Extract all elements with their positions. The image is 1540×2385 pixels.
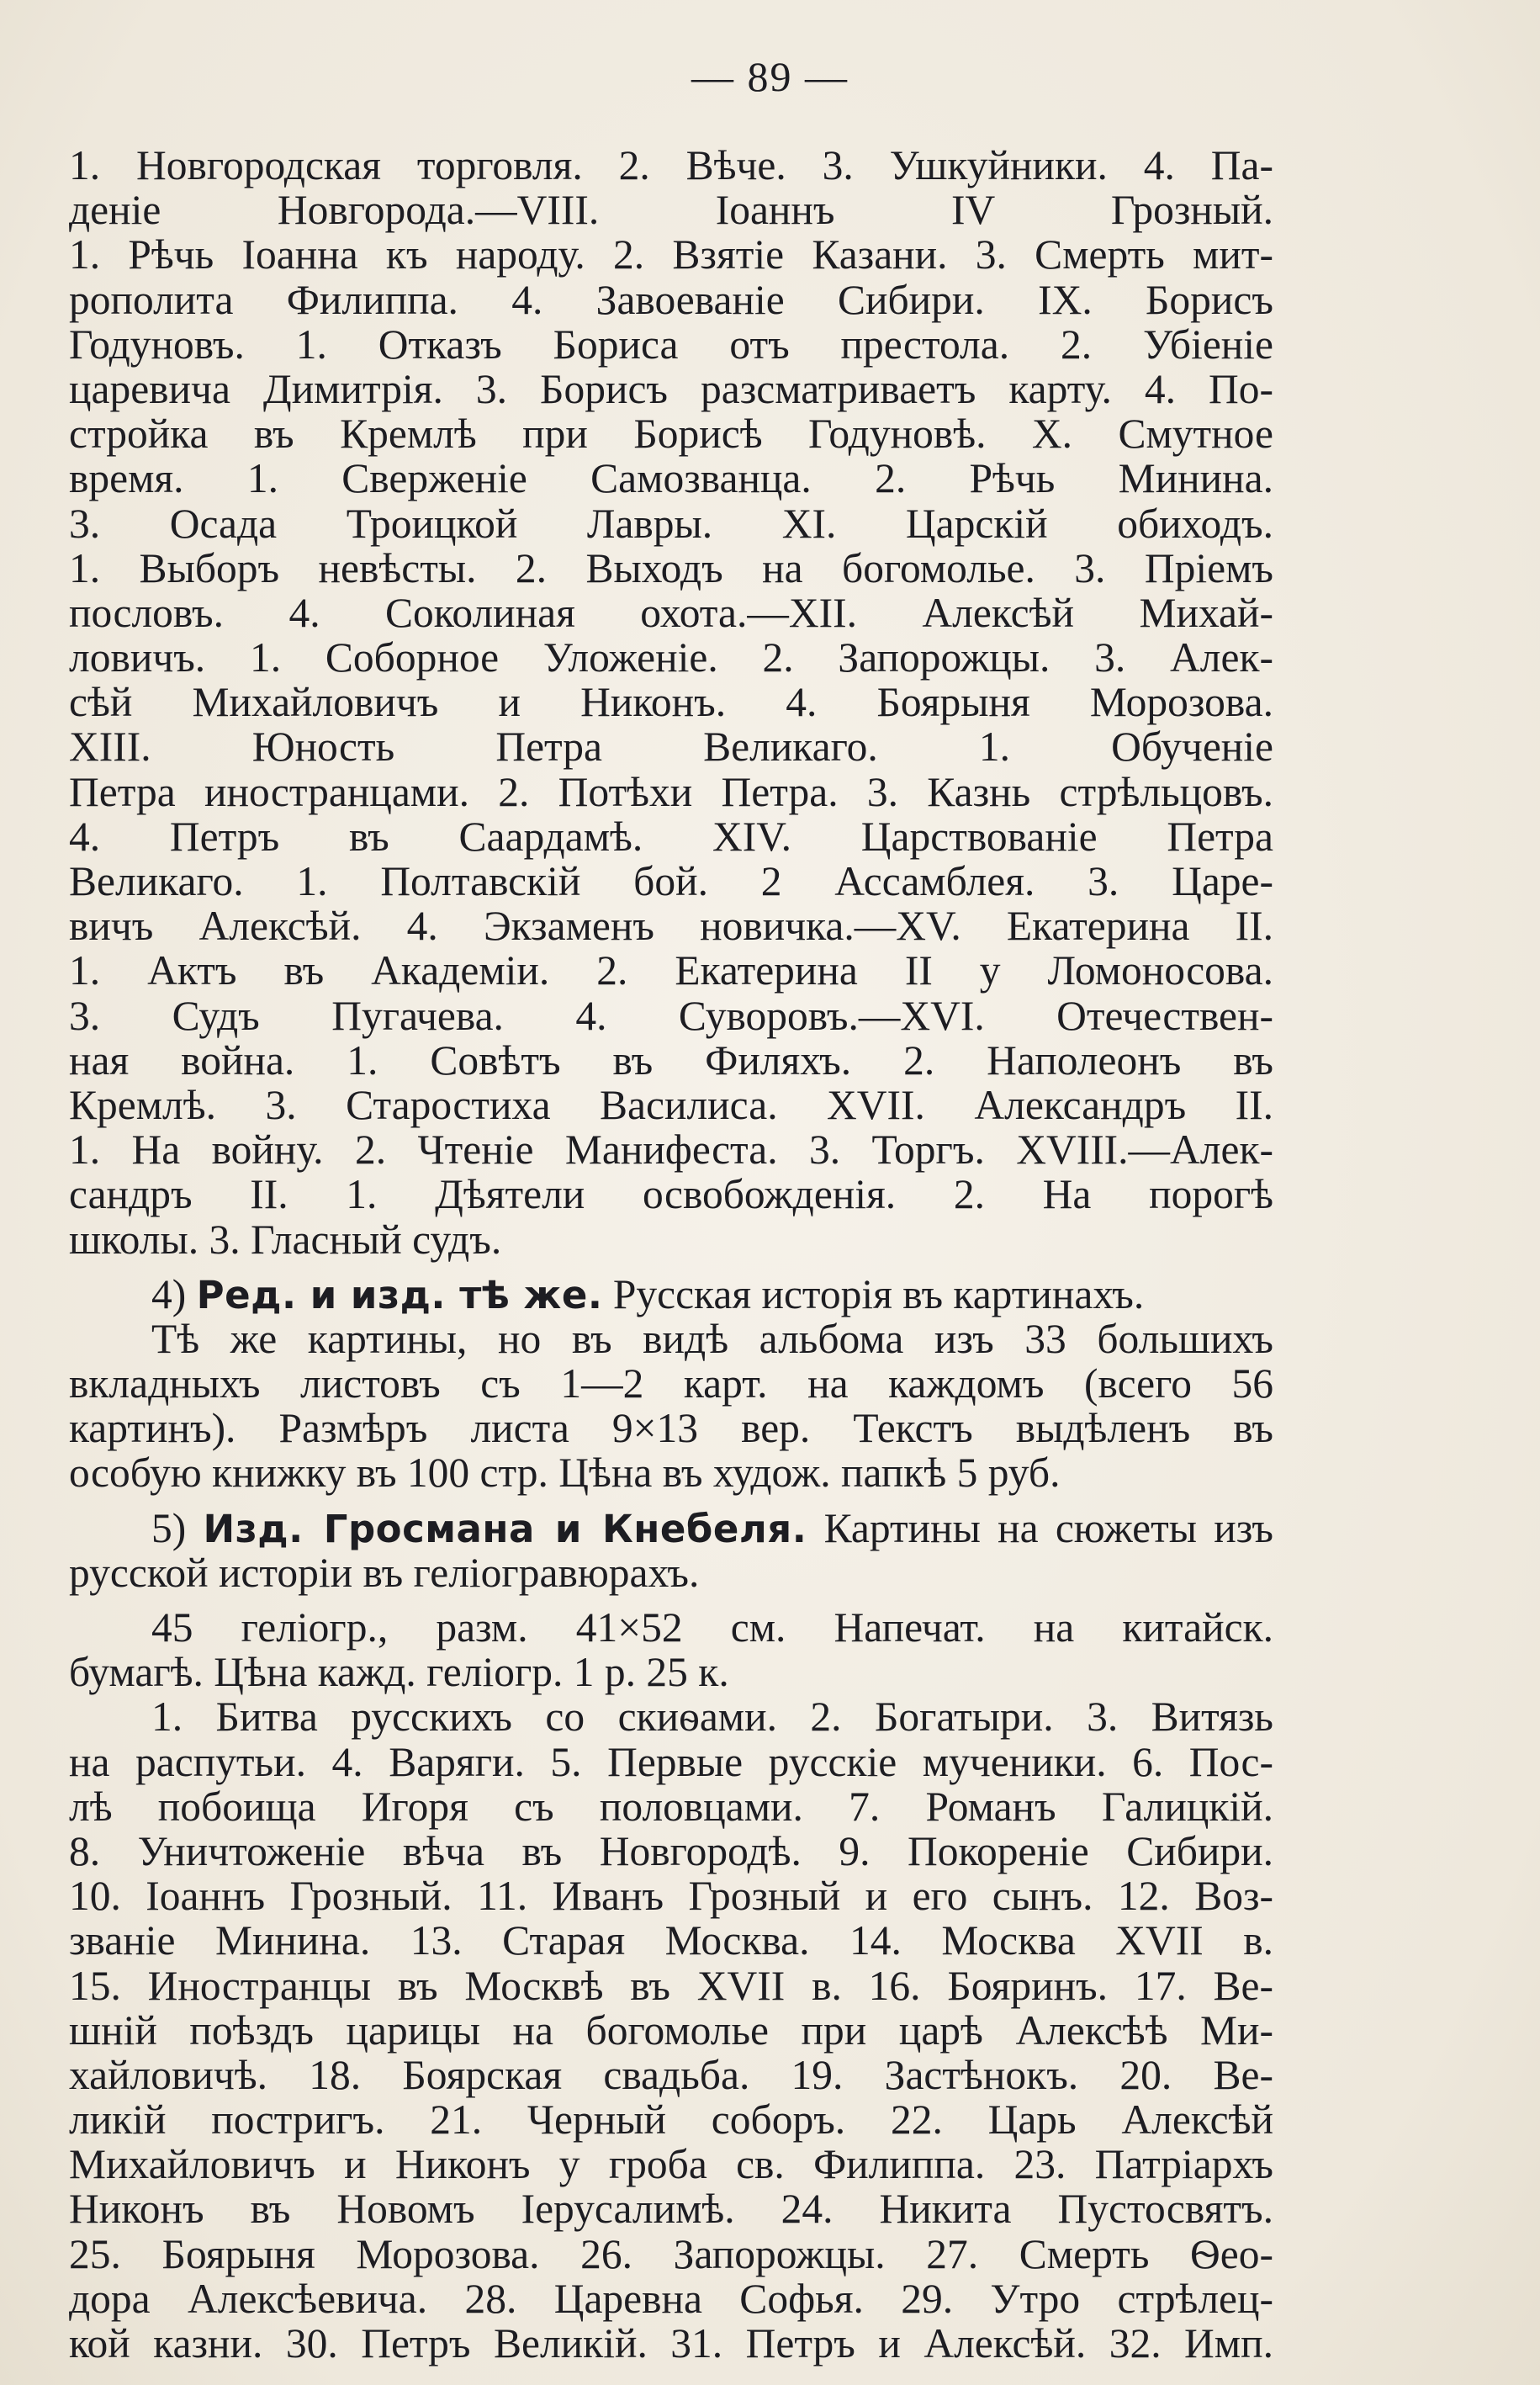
text-line: 1. Рѣчь Іоанна къ народу. 2. Взятіе Казани. 3. Смерть мит- (69, 231, 1273, 278)
text-line: Годуновъ. 1. Отказъ Бориса отъ престола. 2. Убіеніе (69, 321, 1273, 368)
text-line: 1. Новгородская торговля. 2. Вѣче. 3. Ушкуйники. 4. Па- (69, 142, 1273, 188)
text-line: время. 1. Сверженіе Самозванца. 2. Рѣчь Минина. (69, 455, 1273, 502)
section-publisher: Ред. и изд. тѣ же. (196, 1272, 603, 1317)
section-4 (69, 1272, 1273, 1496)
text-line: особую книжку въ 100 стр. Цѣна въ худож. папкѣ 5 руб. (69, 1450, 1061, 1497)
section-5-heading (69, 1506, 1273, 1550)
text-line: 3. Осада Троицкой Лавры. XI. Царскій обиходъ. (69, 500, 1273, 547)
text-line: пословъ. 4. Соколиная охота.—XII. Алексѣй Михай- (69, 589, 1273, 636)
section-5-list (69, 1694, 1273, 2366)
text-line: 3. Судъ Пугачева. 4. Суворовъ.—XVI. Отечествен- (69, 992, 1273, 1039)
text-line: русской исторіи въ геліогравюрахъ. (69, 1549, 700, 1596)
text-line: 1. На войну. 2. Чтеніе Манифеста. 3. Торгъ. XVIII.—Алек- (69, 1126, 1273, 1174)
text-line: деніе Новгорода.—VIII. Іоаннъ IV Грозный. (69, 187, 1273, 234)
text-line: царевича Димитрія. 3. Борисъ разсматриваетъ карту. 4. По- (69, 365, 1273, 412)
text-line: на распутьи. 4. Варяги. 5. Первые русскіе мученики. 6. Пос- (69, 1738, 1273, 1785)
section-4-heading (69, 1272, 1273, 1317)
page-body (69, 143, 1273, 2366)
text-line: Петра иностранцами. 2. Потѣхи Петра. 3. Казнь стрѣльцовъ. (69, 768, 1273, 815)
paragraph-catalog-list (69, 143, 1273, 1262)
text-line: ная война. 1. Совѣтъ въ Филяхъ. 2. Наполеонъ въ (69, 1036, 1273, 1084)
text-line: стройка въ Кремлѣ при Борисѣ Годуновѣ. X. Смутное (69, 411, 1273, 458)
text-line: 4. Петръ въ Саардамѣ. XIV. Царствованіе Петра (69, 813, 1273, 860)
text-line: ловичъ. 1. Соборное Уложеніе. 2. Запорожцы. 3. Алек- (69, 634, 1273, 681)
text-line: 15. Иностранцы въ Москвѣ въ XVII в. 16. Бояринъ. 17. Ве- (69, 1962, 1273, 2009)
section-5-meta (69, 1605, 1273, 1694)
text-line: 8. Уничтоженіе вѣча въ Новгородѣ. 9. Покореніе Сибири. (69, 1827, 1273, 1874)
text-line: Никонъ въ Новомъ Іерусалимѣ. 24. Никита Пустосвятъ. (69, 2186, 1273, 2233)
text-line: 25. Боярыня Морозова. 26. Запорожцы. 27. Смерть Ѳео- (69, 2230, 1273, 2277)
text-line: дора Алексѣевича. 28. Царевна Софья. 29. Утро стрѣлец- (69, 2275, 1273, 2322)
text-line: вкладныхъ листовъ съ 1—2 карт. на каждомъ (всего 56 (69, 1360, 1273, 1407)
text-line: школы. 3. Гласный судъ. (69, 1216, 502, 1263)
text-line: XIII. Юность Петра Великаго. 1. Обученіе (69, 723, 1273, 771)
text-line: шній поѣздъ царицы на богомолье при царѣ Алексѣѣ Ми- (69, 2006, 1273, 2054)
text-line: ликій постригъ. 21. Черный соборъ. 22. Царь Алексѣй (69, 2096, 1273, 2144)
page-number: — 89 — (691, 53, 849, 100)
text-line: вичъ Алексѣй. 4. Экзаменъ новичка.—XV. Екатерина II. (69, 903, 1273, 950)
text-line: 1. Актъ въ Академіи. 2. Екатерина II у Ломоносова. (69, 947, 1273, 994)
text-line: Михайловичъ и Никонъ у гроба св. Филиппа. 23. Патріархъ (69, 2141, 1273, 2188)
text-line: рополита Филиппа. 4. Завоеваніе Сибири. IX. Борисъ (69, 276, 1273, 323)
section-5 (69, 1506, 1273, 2366)
section-title: Русская исторія въ картинахъ. (612, 1270, 1145, 1317)
text-line: Великаго. 1. Полтавскій бой. 2 Ассамблея. 3. Царе- (69, 858, 1273, 904)
text-line: кой казни. 30. Петръ Великій. 31. Петръ и Алексѣй. 32. Имп. (69, 2320, 1273, 2366)
text-line: сѣй Михайловичъ и Никонъ. 4. Боярыня Морозова. (69, 679, 1273, 726)
text-line: сандръ II. 1. Дѣятели освобожденія. 2. На порогѣ (69, 1171, 1273, 1218)
text-line: Тѣ же картины, но въ видѣ альбома изъ 33 большихъ (151, 1315, 1273, 1362)
section-publisher: Изд. Гросмана и Кнебеля. (203, 1506, 807, 1551)
text-line: лѣ побоища Игоря съ половцами. 7. Романъ Галицкій. (69, 1783, 1273, 1830)
text-line: бумагѣ. Цѣна кажд. геліогр. 1 р. 25 к. (69, 1649, 729, 1696)
text-line: 45 геліогр., разм. 41×52 см. Напечат. на китайск. (151, 1604, 1273, 1651)
text-line: картинъ). Размѣръ листа 9×13 вер. Текстъ выдѣленъ въ (69, 1405, 1273, 1452)
text-line: Кремлѣ. 3. Старостиха Василиса. XVII. Александръ II. (69, 1081, 1273, 1128)
text-line: хайловичѣ. 18. Боярская свадьба. 19. Застѣнокъ. 20. Ве- (69, 2051, 1273, 2098)
text-line: 1. Выборъ невѣсты. 2. Выходъ на богомолье. 3. Пріемъ (69, 544, 1273, 591)
section-number: 4) (151, 1270, 187, 1317)
section-title: Картины на сюжеты изъ (823, 1504, 1274, 1551)
section-number: 5) (151, 1504, 187, 1551)
text-line: званіе Минина. 13. Старая Москва. 14. Москва XVII в. (69, 1917, 1273, 1964)
text-line: 10. Іоаннъ Грозный. 11. Иванъ Грозный и его сынъ. 12. Воз- (69, 1873, 1273, 1920)
text-line: 1. Битва русскихъ со скиѳами. 2. Богатыри. 3. Витязь (151, 1693, 1273, 1741)
